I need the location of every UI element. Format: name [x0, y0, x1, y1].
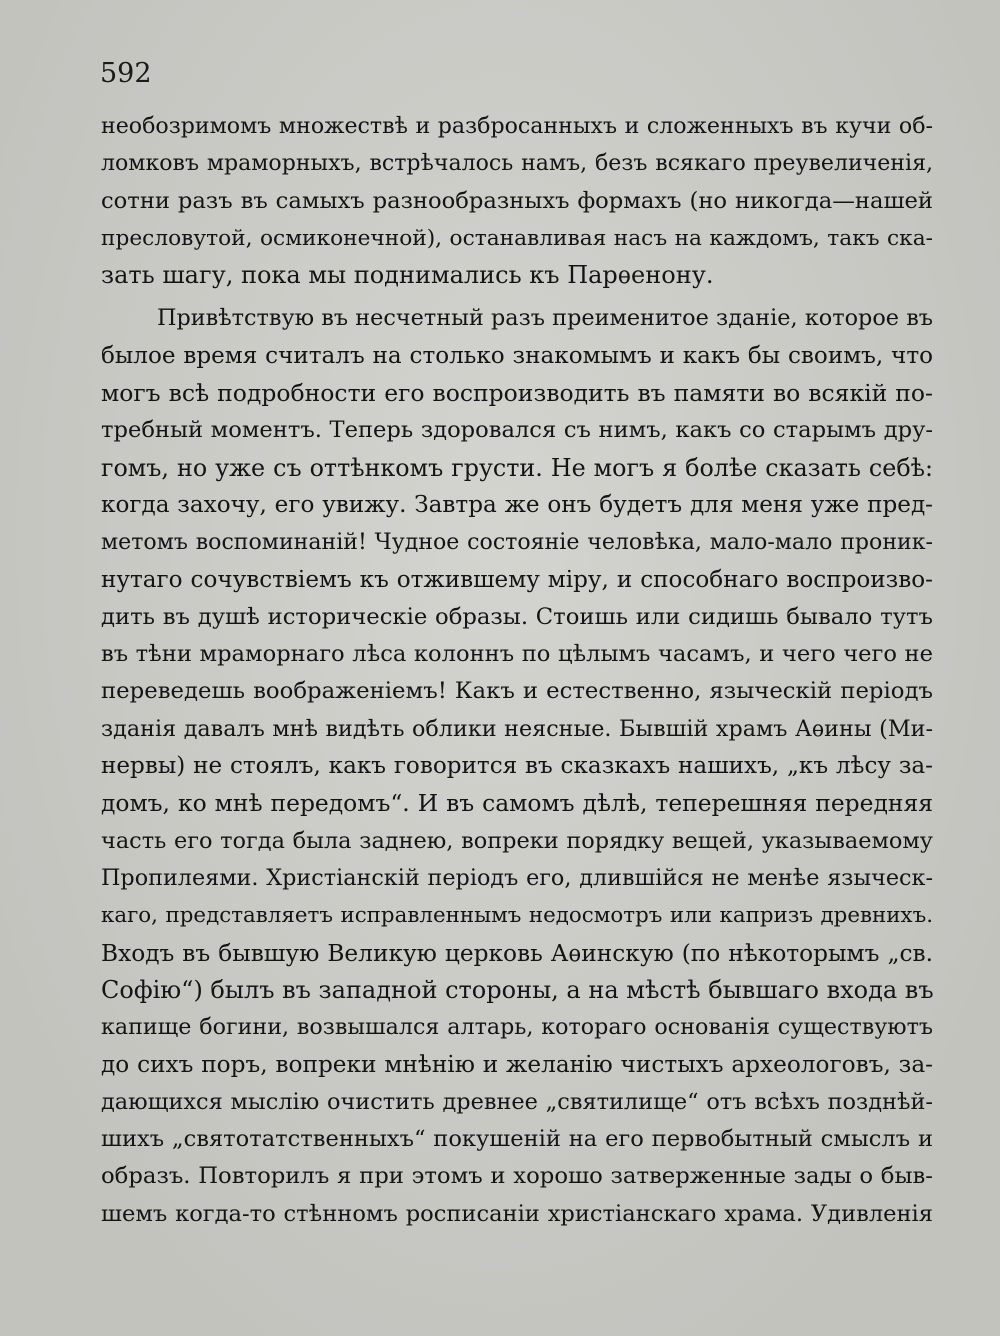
- text-line: нутаго сочувствіемъ къ отжившему міру, и способнаго воспроизво-: [101, 566, 933, 593]
- text-line: былое время считалъ на столько знакомымъ и какъ бы своимъ, что: [101, 342, 933, 369]
- text-line: сотни разъ въ самыхъ разнообразныхъ формахъ (но никогда—нашей: [101, 187, 933, 214]
- text-line: гомъ, но уже съ оттѣнкомъ грусти. Не могъ я болѣе сказать себѣ:: [101, 453, 933, 482]
- text-line: пресловутой, осмиконечной), останавливая насъ на каждомъ, такъ ска-: [101, 225, 933, 251]
- paragraph-2: [101, 300, 933, 1232]
- text-line: зданія давалъ мнѣ видѣть облики неясные. Бывшій храмъ Аѳины (Ми-: [101, 715, 933, 742]
- text-line: Привѣтствую въ несчетный разъ преименитое зданіе, которое въ: [157, 305, 933, 332]
- page-number: 592: [100, 58, 152, 89]
- text-line: до сихъ поръ, вопреки мнѣнію и желанію чистыхъ археологовъ, за-: [101, 1051, 933, 1079]
- text-line: переведешь воображеніемъ! Какъ и естественно, языческій періодъ: [101, 678, 933, 705]
- text-line: шихъ „святотатственныхъ“ покушеній на его первобытный смыслъ и: [101, 1126, 933, 1153]
- text-line: ломковъ мраморныхъ, встрѣчалось намъ, безъ всякаго преувеличенія,: [101, 151, 933, 177]
- text-line: могъ всѣ подробности его воспроизводить въ памяти во всякій по-: [101, 379, 933, 408]
- text-line: дить въ душѣ историческіе образы. Стоишь или сидишь бывало тутъ: [101, 603, 933, 630]
- text-line: шемъ когда-то стѣнномъ росписаніи христіанскаго храма. Удивленія: [101, 1200, 933, 1227]
- text-line: часть его тогда была заднею, вопреки порядку вещей, указываемому: [101, 827, 933, 854]
- text-line: каго, представляетъ исправленнымъ недосмотръ или капризъ древнихъ.: [101, 903, 933, 929]
- text-line: капище богини, возвышался алтарь, котораго основанія существуютъ: [101, 1014, 933, 1041]
- text-line: нервы) не стоялъ, какъ говорится въ сказкахъ нашихъ, „къ лѣсу за-: [101, 753, 933, 780]
- text-line: Входъ въ бывшую Великую церковь Аѳинскую (по нѣкоторымъ „св.: [101, 939, 933, 967]
- text-line: зать шагу, пока мы поднимались къ Парѳенону.: [101, 261, 714, 290]
- text-line: Пропилеями. Христіанскій періодъ его, длившійся не менѣе языческ-: [101, 864, 933, 891]
- body-text: [101, 108, 933, 1233]
- text-line: необозримомъ множествѣ и разбросанныхъ и сложенныхъ въ кучи об-: [101, 113, 933, 139]
- text-line: Софію“) былъ въ западной стороны, а на мѣстѣ бывшаго входа въ: [101, 975, 934, 1004]
- paragraph-1: [101, 108, 933, 294]
- text-line: въ тѣни мраморнаго лѣса колоннъ по цѣлымъ часамъ, и чего чего не: [101, 641, 933, 668]
- text-line: требный моментъ. Теперь здоровался съ нимъ, какъ со старымъ дру-: [101, 417, 933, 444]
- text-line: домъ, ко мнѣ передомъ“. И въ самомъ дѣлѣ, теперешняя передняя: [101, 789, 933, 818]
- text-line: когда захочу, его увижу. Завтра же онъ будетъ для меня уже пред-: [101, 491, 933, 518]
- text-line: дающихся мыслію очистить древнее „святилище“ отъ всѣхъ позднѣй-: [101, 1088, 933, 1115]
- text-line: образъ. Повторилъ я при этомъ и хорошо затверженные зады о быв-: [101, 1163, 933, 1190]
- text-line: метомъ воспоминаній! Чудное состояніе человѣка, мало-мало проник-: [101, 530, 933, 556]
